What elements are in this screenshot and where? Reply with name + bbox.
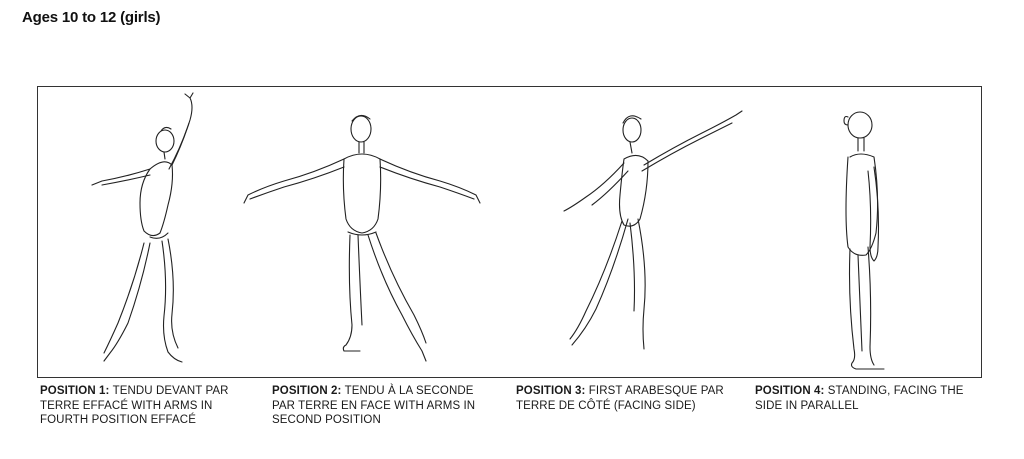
dancer-position-3 <box>564 111 742 349</box>
caption-position-1 <box>40 384 255 428</box>
dancer-position-2 <box>244 115 480 361</box>
caption-label: POSITION 1: <box>40 385 110 397</box>
caption-position-4 <box>755 384 985 413</box>
caption-label: POSITION 2: <box>272 385 342 397</box>
illustration-panel <box>37 86 982 378</box>
page-heading: Ages 10 to 12 (girls) <box>22 9 161 26</box>
caption-description: STANDING, FACING THE SIDE IN PARALLEL <box>755 385 964 412</box>
caption-description: TENDU À LA SECONDE PAR TERRE EN FACE WITH ARMS IN SECOND POSITION <box>272 385 476 426</box>
caption-position-2 <box>272 384 497 428</box>
dancer-position-4 <box>844 112 884 369</box>
caption-label: POSITION 3: <box>516 385 586 397</box>
caption-position-3 <box>516 384 731 413</box>
dancer-illustrations <box>38 87 983 379</box>
caption-label: POSITION 4: <box>755 385 825 397</box>
caption-description: FIRST ARABESQUE PAR TERRE DE CÔTÉ (FACING SIDE) <box>516 385 724 412</box>
dancer-position-1 <box>92 93 193 362</box>
caption-description: TENDU DEVANT PAR TERRE EFFACÉ WITH ARMS IN FOURTH POSITION EFFACÉ <box>40 385 229 426</box>
